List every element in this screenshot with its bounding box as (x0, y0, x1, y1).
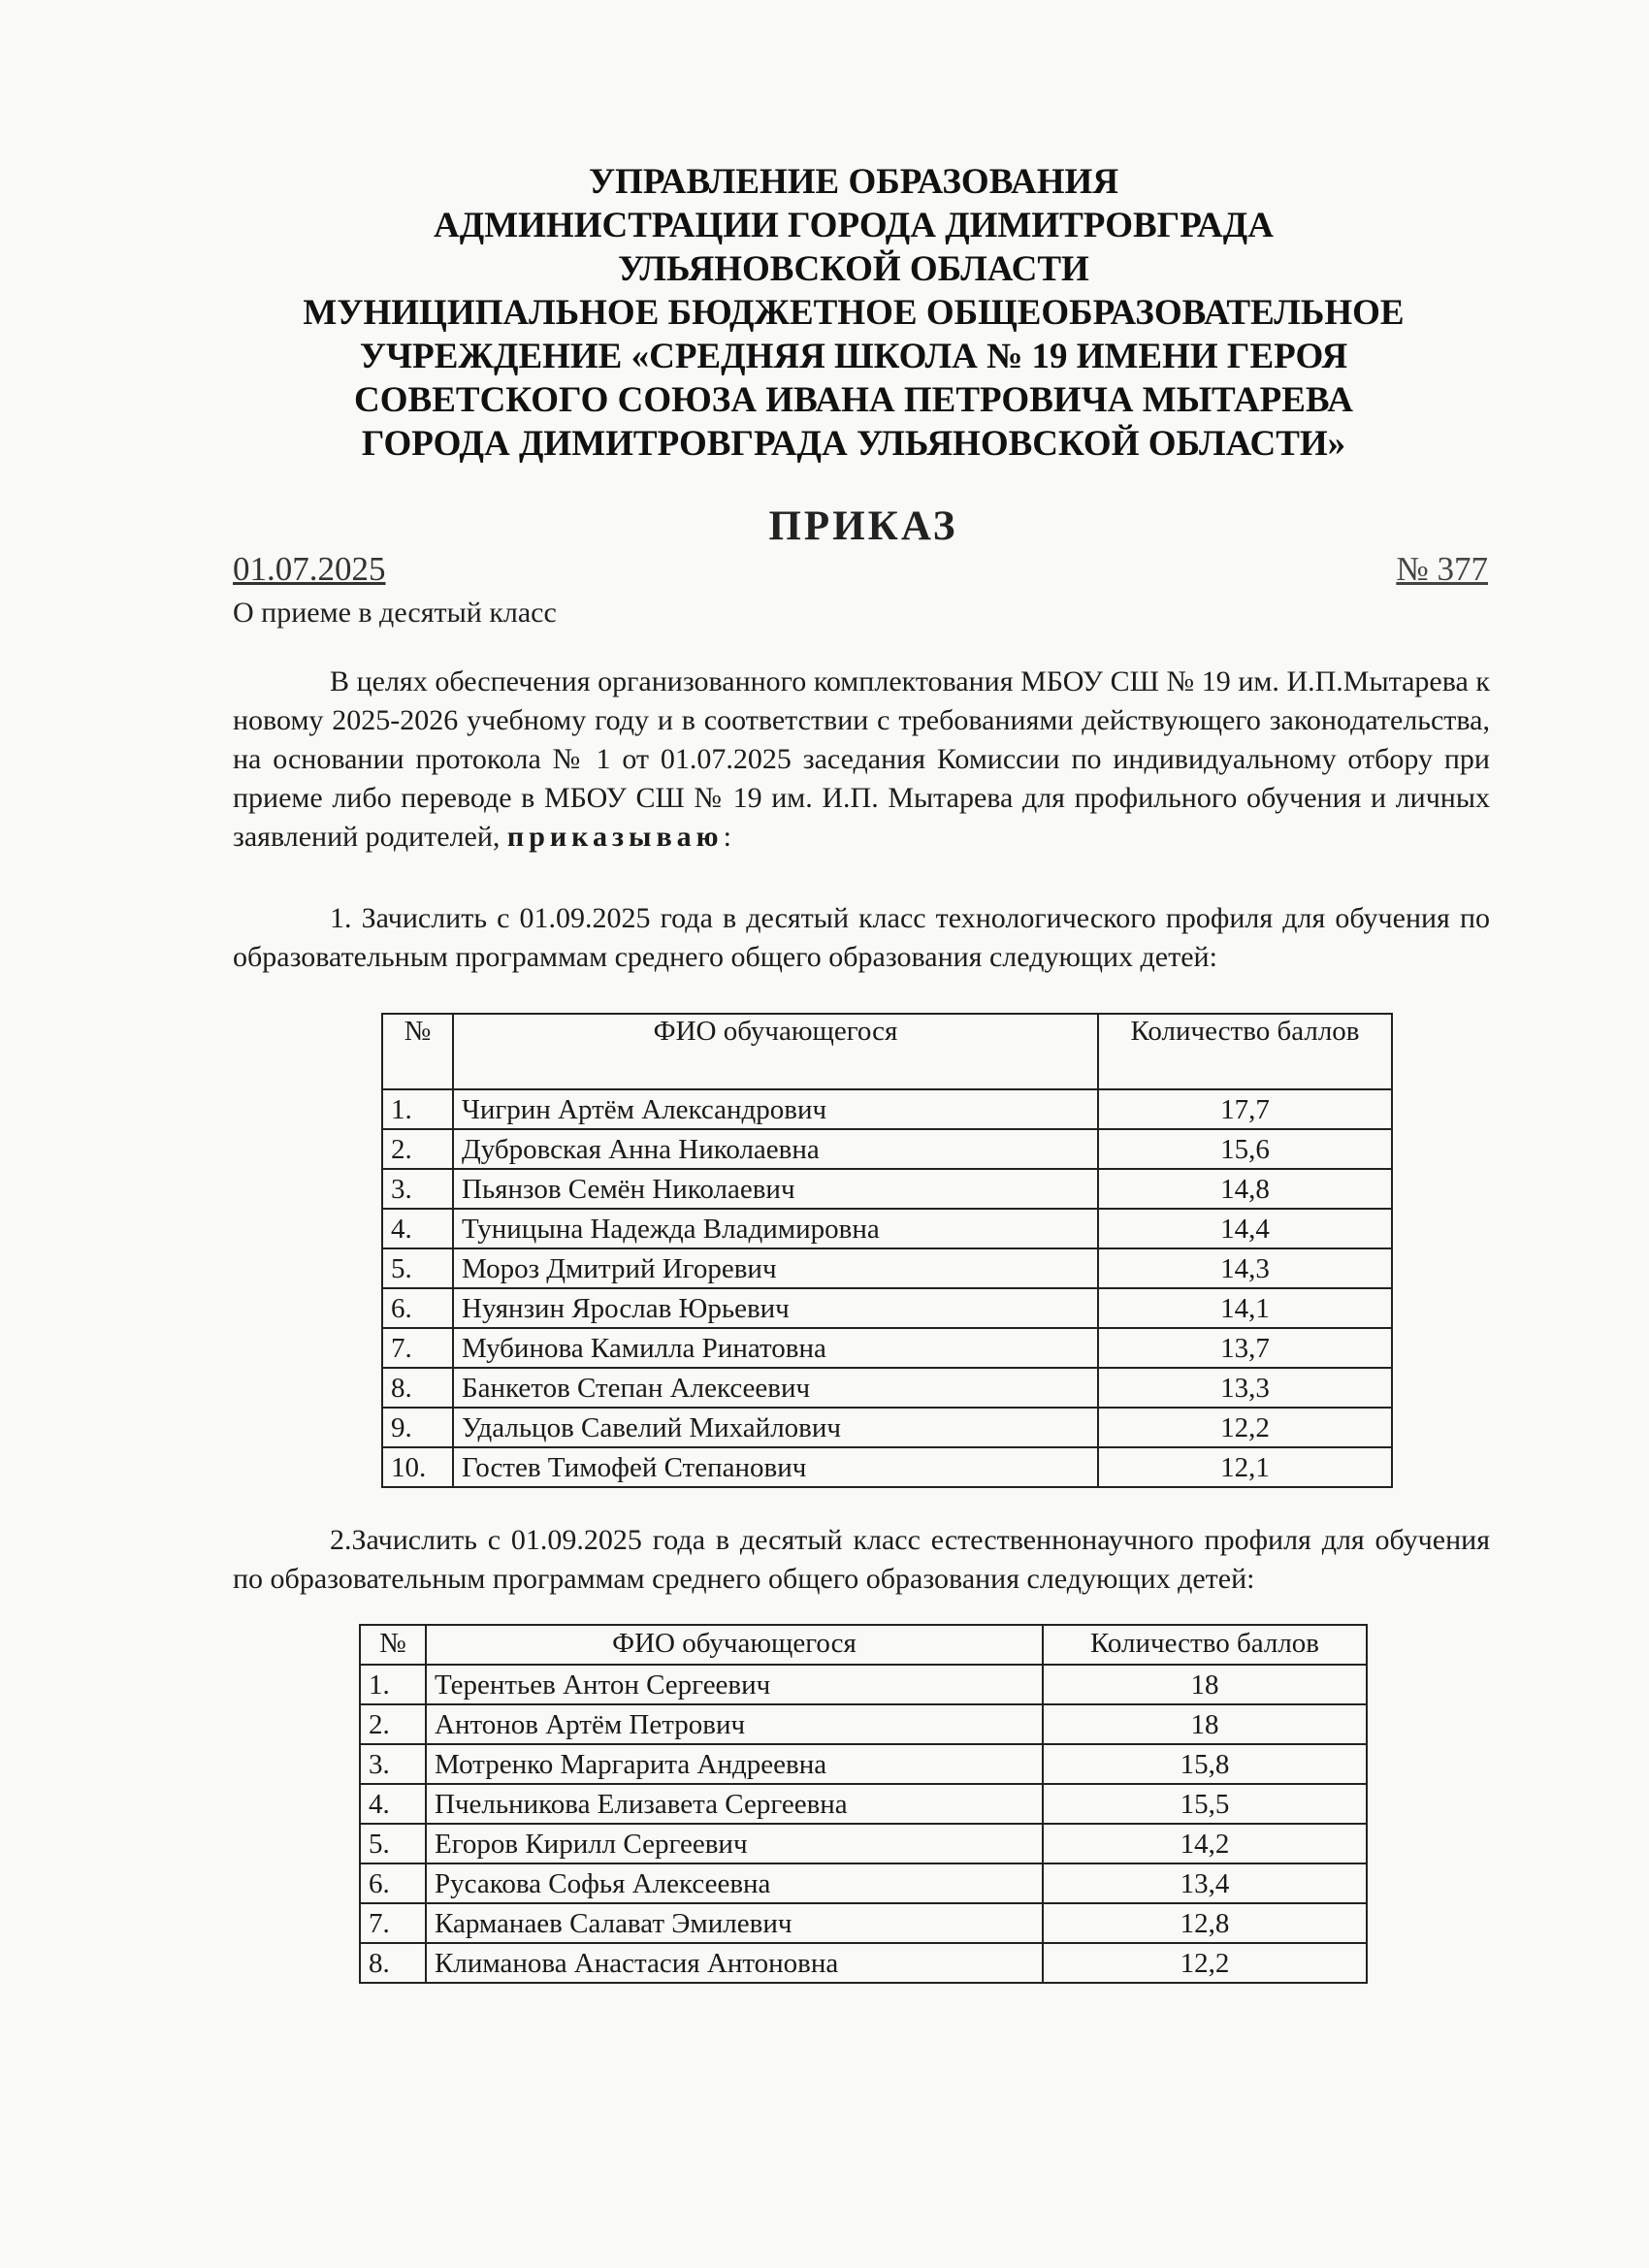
order-date: 01.07.2025 (233, 550, 386, 588)
student-name: Дубровская Анна Николаевна (453, 1129, 1098, 1169)
student-score: 15,6 (1098, 1129, 1392, 1169)
order-word: приказываю (506, 821, 724, 853)
student-score: 12,8 (1043, 1903, 1367, 1943)
table-row (382, 1169, 1392, 1209)
student-score: 14,3 (1098, 1248, 1392, 1288)
column-header-score: Количество баллов (1098, 1014, 1392, 1089)
preamble-text: В целях обеспечения организованного комплектования МБОУ СШ № 19 им. И.П.Мытарева к новому 2025-2026 учебному году и в соответствии с требованиями действующего законодательства, на основании протокола № 1 от 01.07.2025 заседания Комиссии по индивидуальному отбору при приеме либо переводе в МБОУ СШ № 19 им. И.П. Мытарева для профильного обучения и личных заявлений родителей, (233, 665, 1490, 853)
row-number: 5. (382, 1248, 453, 1288)
student-score: 12,1 (1098, 1447, 1392, 1487)
row-number: 2. (382, 1129, 453, 1169)
row-number: 1. (360, 1665, 426, 1704)
row-number: 4. (382, 1209, 453, 1248)
row-number: 9. (382, 1408, 453, 1447)
header-line: МУНИЦИПАЛЬНОЕ БЮДЖЕТНОЕ ОБЩЕОБРАЗОВАТЕЛЬНОЕ (303, 293, 1405, 333)
table-row (360, 1784, 1367, 1824)
row-number: 4. (360, 1784, 426, 1824)
row-number: 6. (382, 1288, 453, 1328)
student-name: Банкетов Степан Алексеевич (453, 1368, 1098, 1408)
student-name: Мороз Дмитрий Игоревич (453, 1248, 1098, 1288)
student-score: 18 (1043, 1665, 1367, 1704)
header-line: УЧРЕЖДЕНИЕ «СРЕДНЯЯ ШКОЛА № 19 ИМЕНИ ГЕРОЯ (359, 337, 1348, 376)
table-row (382, 1368, 1392, 1408)
table-row (382, 1447, 1392, 1487)
preamble-paragraph (233, 663, 1490, 857)
student-score: 13,7 (1098, 1328, 1392, 1368)
table-row (360, 1903, 1367, 1943)
student-score: 13,4 (1043, 1863, 1367, 1903)
technology-profile-table (381, 1013, 1393, 1488)
table-row (360, 1704, 1367, 1744)
table-row (382, 1248, 1392, 1288)
student-score: 14,4 (1098, 1209, 1392, 1248)
student-score: 17,7 (1098, 1089, 1392, 1129)
student-name: Чигрин Артём Александрович (453, 1089, 1098, 1129)
row-number: 3. (382, 1169, 453, 1209)
column-header-number: № (360, 1625, 426, 1665)
table-row (382, 1288, 1392, 1328)
student-score: 12,2 (1098, 1408, 1392, 1447)
student-name: Удальцов Савелий Михайлович (453, 1408, 1098, 1447)
table-row (382, 1209, 1392, 1248)
student-name: Терентьев Антон Сергеевич (426, 1665, 1043, 1704)
student-name: Пьянзов Семён Николаевич (453, 1169, 1098, 1209)
table-row (360, 1943, 1367, 1983)
table-row (382, 1129, 1392, 1169)
row-number: 8. (382, 1368, 453, 1408)
student-name: Гостев Тимофей Степанович (453, 1447, 1098, 1487)
row-number: 7. (360, 1903, 426, 1943)
student-name: Туницына Надежда Владимировна (453, 1209, 1098, 1248)
table-row (360, 1863, 1367, 1903)
student-score: 18 (1043, 1704, 1367, 1744)
student-score: 15,8 (1043, 1744, 1367, 1784)
student-name: Антонов Артём Петрович (426, 1704, 1043, 1744)
student-name: Климанова Анастасия Антоновна (426, 1943, 1043, 1983)
student-name: Мубинова Камилла Ринатовна (453, 1328, 1098, 1368)
student-name: Карманаев Салават Эмилевич (426, 1903, 1043, 1943)
header-line: УПРАВЛЕНИЕ ОБРАЗОВАНИЯ (588, 162, 1119, 202)
row-number: 5. (360, 1824, 426, 1863)
student-score: 14,8 (1098, 1169, 1392, 1209)
column-header-name: ФИО обучающегося (453, 1014, 1098, 1089)
header-line: ГОРОДА ДИМИТРОВГРАДА УЛЬЯНОВСКОЙ ОБЛАСТИ» (361, 424, 1346, 464)
column-header-score: Количество баллов (1043, 1625, 1367, 1665)
order-number: № 377 (1396, 550, 1488, 588)
order-subject: О приеме в десятый класс (233, 597, 557, 629)
table-row (360, 1824, 1367, 1863)
item-1-text: 1. Зачислить с 01.09.2025 года в десятый класс технологического профиля для обучения по образовательным программам среднего общего образования следующих детей: (233, 902, 1490, 973)
natural-science-profile-table (359, 1624, 1368, 1984)
order-colon: : (723, 821, 731, 853)
column-header-name: ФИО обучающегося (426, 1625, 1043, 1665)
document-title: ПРИКАЗ (768, 503, 958, 549)
table-row (360, 1665, 1367, 1704)
student-name: Егоров Кирилл Сергеевич (426, 1824, 1043, 1863)
item-2-paragraph (233, 1521, 1490, 1599)
row-number: 3. (360, 1744, 426, 1784)
student-name: Пчельникова Елизавета Сергеевна (426, 1784, 1043, 1824)
column-header-number: № (382, 1014, 453, 1089)
row-number: 8. (360, 1943, 426, 1983)
row-number: 7. (382, 1328, 453, 1368)
row-number: 6. (360, 1863, 426, 1903)
header-line: УЛЬЯНОВСКОЙ ОБЛАСТИ (618, 249, 1089, 289)
student-name: Русакова Софья Алексеевна (426, 1863, 1043, 1903)
table-header-row (382, 1014, 1392, 1089)
student-name: Нуянзин Ярослав Юрьевич (453, 1288, 1098, 1328)
header-line: АДМИНИСТРАЦИИ ГОРОДА ДИМИТРОВГРАДА (434, 206, 1274, 245)
table-row (360, 1744, 1367, 1784)
row-number: 10. (382, 1447, 453, 1487)
table-header-row (360, 1625, 1367, 1665)
student-score: 13,3 (1098, 1368, 1392, 1408)
student-score: 12,2 (1043, 1943, 1367, 1983)
student-score: 14,2 (1043, 1824, 1367, 1863)
item-1-paragraph (233, 899, 1490, 977)
item-2-text: 2.Зачислить с 01.09.2025 года в десятый класс естественнонаучного профиля для обучения по образовательным программам среднего общего образования следующих детей: (233, 1524, 1490, 1595)
header-line: СОВЕТСКОГО СОЮЗА ИВАНА ПЕТРОВИЧА МЫТАРЕВА (354, 380, 1353, 420)
table-row (382, 1328, 1392, 1368)
table-row (382, 1089, 1392, 1129)
row-number: 2. (360, 1704, 426, 1744)
table-row (382, 1408, 1392, 1447)
student-score: 15,5 (1043, 1784, 1367, 1824)
student-score: 14,1 (1098, 1288, 1392, 1328)
student-name: Мотренко Маргарита Андреевна (426, 1744, 1043, 1784)
organization-header (223, 160, 1484, 466)
row-number: 1. (382, 1089, 453, 1129)
